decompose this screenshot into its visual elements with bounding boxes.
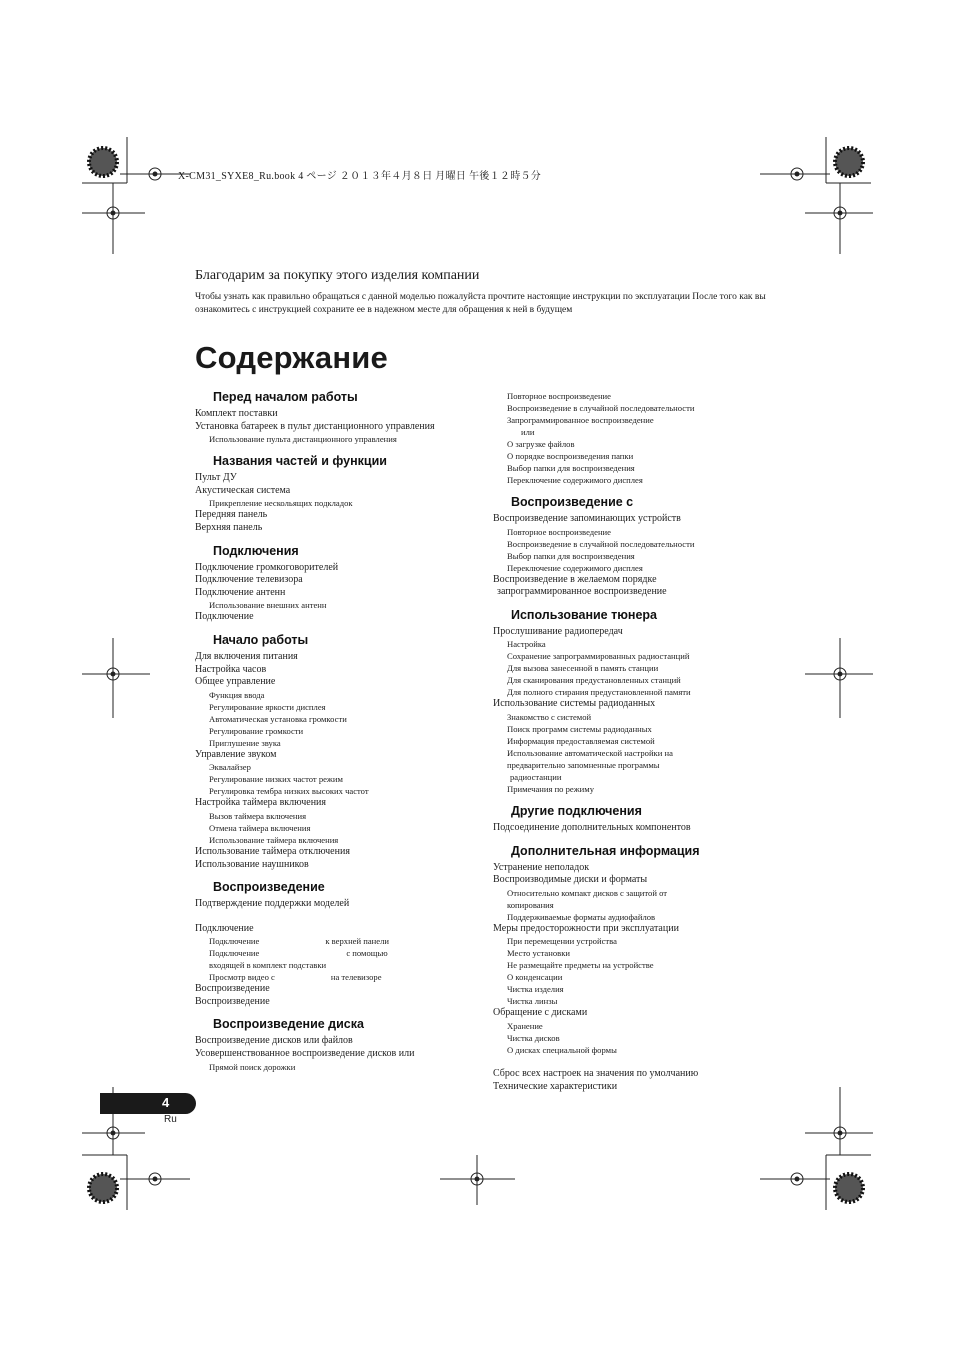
toc-subentry[interactable]: Прикрепление нескольящих подкладок: [209, 498, 353, 509]
toc-subentry[interactable]: Настройка: [507, 639, 546, 650]
toc-subentry[interactable]: Поддерживаемые форматы аудиофайлов: [507, 911, 656, 922]
toc-entry[interactable]: Технические характеристики: [493, 1080, 618, 1092]
toc-entry[interactable]: Подключение телевизора: [195, 574, 303, 586]
toc-gap: [493, 1056, 783, 1068]
toc-subentry[interactable]: Функция ввода: [209, 689, 265, 700]
toc-subentry[interactable]: Приглушение звука: [209, 737, 281, 748]
toc-subentry[interactable]: Вызов таймера включения: [209, 810, 307, 821]
toc-subentry-part: к верхней панели: [325, 936, 389, 947]
toc-subentry[interactable]: Переключение содержимого дисплея: [507, 475, 643, 485]
toc-subentry[interactable]: Переключение содержимого дисплея: [507, 562, 643, 573]
toc-subentry[interactable]: входящей в комплект подставки: [209, 960, 327, 971]
toc-subentry[interactable]: Автоматическая установка громкости: [209, 713, 347, 724]
toc-subentry[interactable]: [195, 971, 465, 983]
toc-entry[interactable]: Управление звуком: [195, 748, 277, 760]
toc-entry[interactable]: Настройка таймера включения: [195, 797, 327, 809]
toc-subentry[interactable]: Повторное воспроизведение: [507, 391, 611, 401]
toc-subentry[interactable]: Хранение: [507, 1020, 543, 1031]
toc-entry[interactable]: Верхняя панель: [195, 521, 263, 533]
toc-entry[interactable]: Воспроизведение: [195, 983, 270, 995]
toc-section-heading[interactable]: Воспроизведение с: [511, 495, 634, 509]
toc-subentry[interactable]: Повторное воспроизведение: [507, 526, 611, 537]
toc-section-heading[interactable]: Дополнительная информация: [511, 843, 700, 858]
page-number: 4: [162, 1095, 170, 1110]
toc-section-heading[interactable]: Названия частей и функции: [213, 454, 387, 469]
toc-entry[interactable]: Настройка часов: [195, 663, 267, 675]
page-language-code: Ru: [164, 1114, 177, 1125]
toc-subentry[interactable]: Использование пульта дистанционного управления: [209, 434, 397, 445]
toc-entry[interactable]: запрограммированное воспроизведение: [497, 586, 667, 598]
toc-subentry[interactable]: Воспроизведение в случайной последовательности: [507, 403, 695, 413]
print-header-line: X-CM31_SYXE8_Ru.book 4 ページ ２０１３年４月８日 月曜日 午後１２時５分: [178, 171, 542, 182]
toc-subentry[interactable]: Относительно компакт дисков с защитой от: [507, 887, 668, 898]
toc-entry[interactable]: Подключение антенн: [195, 586, 286, 598]
toc-section-heading[interactable]: Начало работы: [213, 632, 309, 647]
toc-subentry-part: на телевизоре: [330, 972, 382, 983]
toc-left-column: [195, 390, 465, 1073]
toc-section-heading[interactable]: Другие подключения: [511, 803, 642, 818]
toc-right-column: [493, 390, 783, 1093]
toc-subentry[interactable]: Запрограммированное воспроизведение: [507, 415, 654, 425]
toc-entry[interactable]: Комплект поставки: [195, 408, 278, 419]
toc-entry[interactable]: Для включения питания: [195, 650, 298, 662]
toc-subentry[interactable]: Регулирование яркости дисплея: [209, 701, 326, 712]
toc-entry[interactable]: Использование системы радиоданных: [493, 698, 656, 710]
toc-subentry[interactable]: [195, 935, 465, 947]
toc-subentry-part: Просмотр видео с: [209, 972, 275, 983]
toc-subentry-part: Подключение: [209, 948, 260, 959]
toc-entry[interactable]: Воспроизведение: [195, 995, 270, 1007]
toc-entry[interactable]: Использование наушников: [195, 858, 309, 870]
toc-entry[interactable]: Общее управление: [195, 676, 276, 688]
toc-subentry[interactable]: Для полного стирания предустановленной памяти: [507, 687, 691, 698]
toc-entry[interactable]: Установка батареек в пульт дистанционного управления: [195, 420, 435, 432]
toc-subentry[interactable]: Чистка изделия: [507, 984, 564, 995]
toc-subentry[interactable]: Не размещайте предметы на устройстве: [507, 960, 654, 971]
toc-subentry[interactable]: Регулирование низких частот режим: [209, 774, 343, 785]
toc-gap: [195, 911, 465, 923]
toc-subentry[interactable]: Знакомство с системой: [507, 711, 592, 722]
intro-heading: Благодарим за покупку этого изделия компании: [195, 268, 480, 283]
toc-section-heading[interactable]: Использование тюнера: [511, 607, 657, 622]
toc-subentry[interactable]: Для вызова занесенной в память станции: [507, 663, 659, 674]
toc-entry[interactable]: Сброс всех настроек на значения по умолчанию: [493, 1067, 699, 1079]
toc-section-heading[interactable]: Воспроизведение диска: [213, 1017, 364, 1032]
toc-section-heading[interactable]: Воспроизведение: [213, 880, 325, 895]
toc-subentry[interactable]: О конденсации: [507, 972, 563, 983]
toc-entry[interactable]: Меры предосторожности при эксплуатации: [493, 922, 679, 934]
toc-entry[interactable]: Пульт ДУ: [195, 472, 237, 484]
toc-entry[interactable]: Воспроизведение дисков или файлов: [195, 1035, 353, 1047]
toc-subentry[interactable]: копирования: [507, 899, 554, 910]
toc-subentry[interactable]: Прямой поиск дорожки: [209, 1061, 296, 1072]
toc-entry[interactable]: Усовершенствованное воспроизведение дисков или: [195, 1048, 415, 1060]
toc-subentry-part: Подключение: [209, 936, 260, 947]
toc-entry[interactable]: Обращение с дисками: [493, 1007, 588, 1019]
page-number-tab: [100, 1093, 196, 1114]
toc-subentry[interactable]: О дисках специальной формы: [507, 1044, 617, 1055]
toc-subentry[interactable]: Для сканирования предустановленных станций: [507, 675, 681, 686]
toc-entry[interactable]: Акустическая система: [195, 484, 291, 496]
toc-subentry[interactable]: Примечания по режиму: [507, 783, 595, 794]
toc-subentry[interactable]: Эквалайзер: [209, 762, 251, 773]
toc-subentry[interactable]: Выбор папки для воспроизведения: [507, 550, 635, 561]
toc-section-heading[interactable]: Подключения: [213, 543, 299, 558]
page-title: Содержание: [195, 340, 388, 375]
toc-subentry[interactable]: Информация предоставляемая системой: [507, 735, 655, 746]
toc-subentry[interactable]: или: [521, 427, 535, 437]
toc-subentry[interactable]: Отмена таймера включения: [209, 822, 311, 833]
toc-entry[interactable]: Воспроизводимые диски и форматы: [493, 874, 648, 886]
toc-subentry[interactable]: Поиск программ системы радиоданных: [507, 723, 652, 734]
toc-subentry-part: с помощью: [346, 948, 388, 959]
toc-subentry[interactable]: Регулировка тембра низких высоких частот: [209, 786, 369, 797]
toc-entry[interactable]: Воспроизведение в желаемом порядке: [493, 573, 657, 585]
toc-entry[interactable]: Подключение: [195, 922, 254, 934]
toc-section-heading[interactable]: Перед началом работы: [213, 390, 358, 404]
toc-entry[interactable]: Подсоединение дополнительных компонентов: [493, 821, 691, 833]
toc-entry[interactable]: Устранение неполадок: [493, 861, 590, 873]
toc-entry[interactable]: Подключение: [195, 611, 254, 623]
toc-subentry[interactable]: Использование внешних антенн: [209, 600, 327, 611]
intro-text: Чтобы узнать как правильно обращаться с данной моделью пожалуйста прочтите настоящие инструкции по эксплуатации После того как вы ознакомитесь с инструкцией сохраните ее в надежном месте для обращения к ней в будущем: [195, 292, 766, 315]
toc-entry[interactable]: Передняя панель: [195, 509, 268, 521]
toc-entry[interactable]: Прослушивание радиопередач: [493, 625, 623, 637]
toc-subentry[interactable]: Воспроизведение в случайной последовательности: [507, 538, 695, 549]
toc-subentry[interactable]: Выбор папки для воспроизведения: [507, 463, 635, 473]
toc-subentry[interactable]: предварительно запомненные программы: [507, 759, 660, 770]
toc-subentry[interactable]: [195, 947, 465, 959]
toc-subentry[interactable]: Место установки: [507, 948, 570, 959]
toc-subentry[interactable]: Чистка дисков: [507, 1032, 560, 1043]
toc-entry[interactable]: Подключение громкоговорителей: [195, 561, 339, 573]
toc-subentry[interactable]: Сохранение запрограммированных радиостанций: [507, 651, 690, 662]
toc-subentry[interactable]: При перемещении устройства: [507, 936, 617, 947]
toc-subentry[interactable]: О порядке воспроизведения папки: [507, 451, 634, 461]
toc-subentry[interactable]: О загрузке файлов: [507, 439, 575, 449]
toc-subentry[interactable]: радиостанции: [510, 771, 562, 782]
toc-subentry[interactable]: Чистка линзы: [507, 996, 558, 1007]
toc-subentry[interactable]: Регулирование громкости: [209, 725, 304, 736]
toc-entry[interactable]: Использование таймера отключения: [195, 845, 350, 857]
toc-entry[interactable]: Воспроизведение запоминающих устройств: [493, 513, 681, 524]
toc-entry[interactable]: Подтверждение поддержки моделей: [195, 898, 350, 910]
toc-subentry[interactable]: Использование таймера включения: [209, 834, 339, 845]
toc-subentry[interactable]: Использование автоматической настройки на: [507, 747, 673, 758]
